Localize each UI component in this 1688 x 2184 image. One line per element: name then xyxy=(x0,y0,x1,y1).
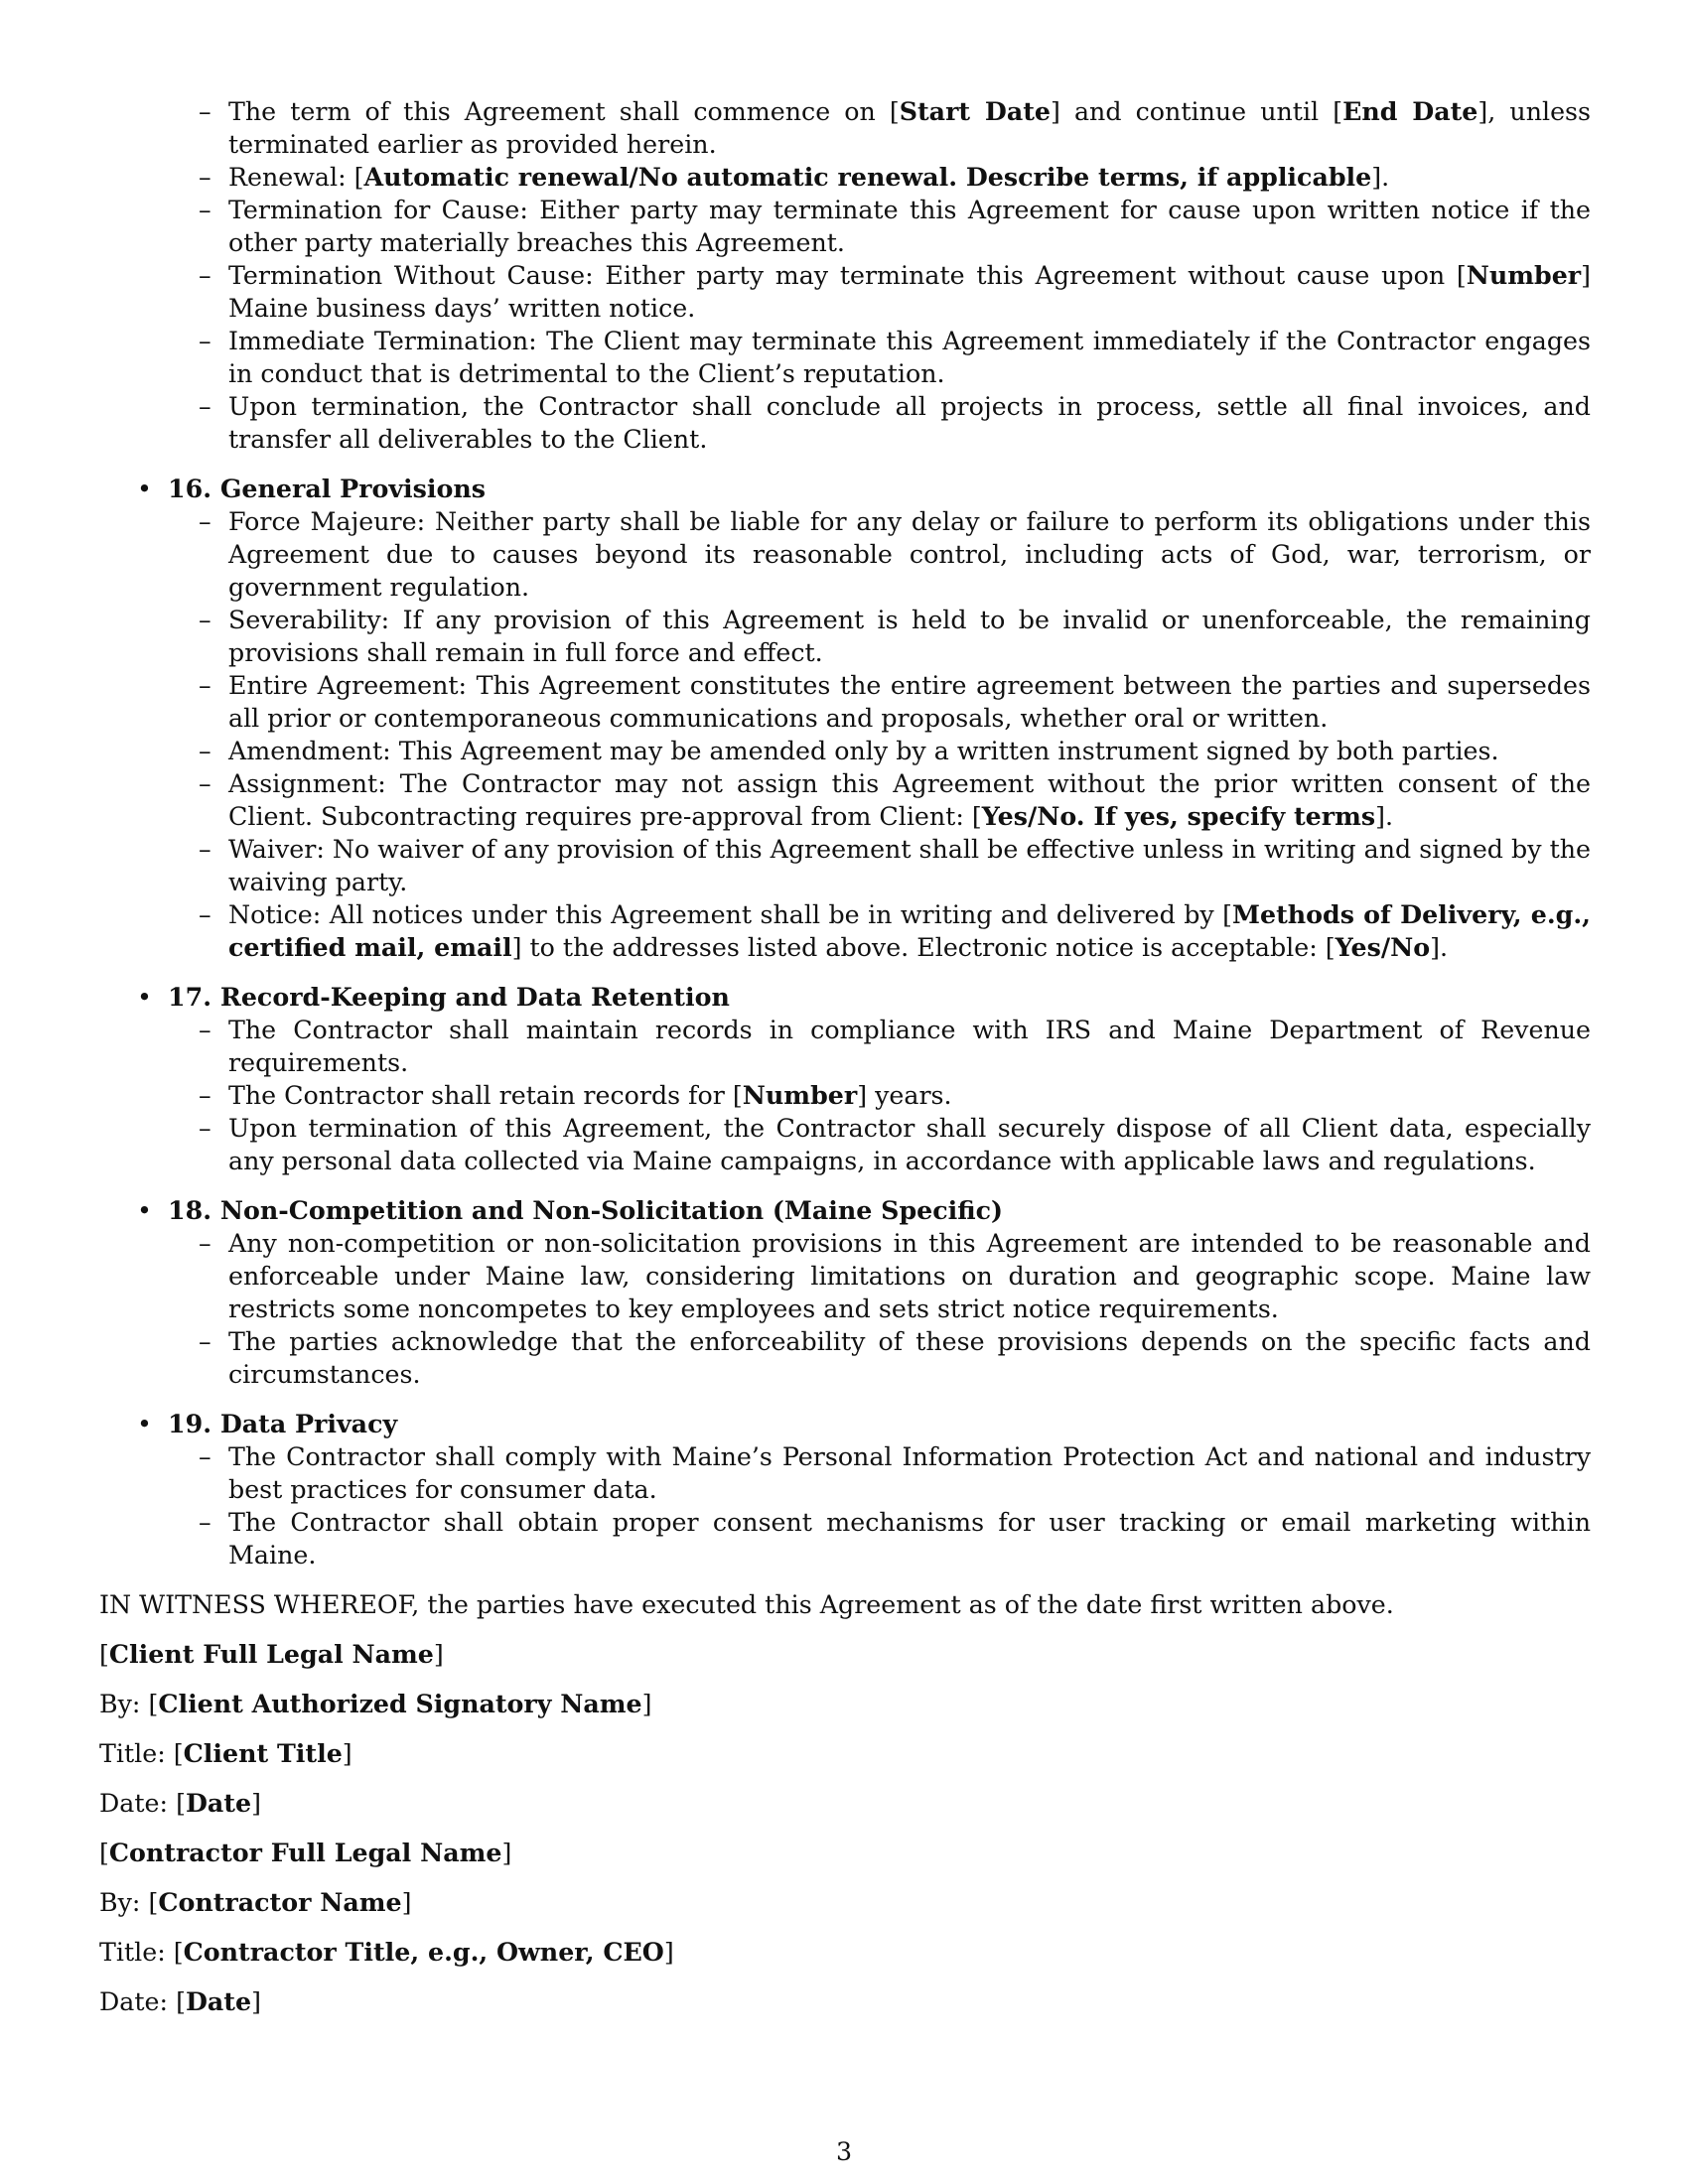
list-item: – Entire Agreement: This Agreement constitutes the entire agreement between the parties and supersedes all prior or contemporaneous communications and proposals, whether oral or written. xyxy=(228,669,1591,735)
client-title-line: Title: [Client Title] xyxy=(99,1738,352,1768)
list-item: – Amendment: This Agreement may be amended only by a written instrument signed by both parties. xyxy=(228,735,1591,767)
contractor-name: [Contractor Full Legal Name] xyxy=(99,1838,512,1867)
client-signatory-line: By: [Client Authorized Signatory Name] xyxy=(99,1689,652,1718)
section-list xyxy=(99,1227,1591,1391)
list-item: – Immediate Termination: The Client may terminate this Agreement immediately if the Contractor engages in conduct that is detrimental to the Client’s reputation. xyxy=(228,325,1591,390)
section-non-competition xyxy=(99,1194,1591,1391)
list-item: – Force Majeure: Neither party shall be liable for any delay or failure to perform its obligations under this Agreement due to causes beyond its reasonable control, including acts of God, war, terrorism, or government regulation. xyxy=(228,505,1591,604)
section-list xyxy=(99,1440,1591,1571)
page-number: 3 xyxy=(835,2137,853,2166)
list-item: – Any non-competition or non-solicitation provisions in this Agreement are intended to be reasonable and enforceable under Maine law, considering limitations on duration and geographic scope. Maine law restricts some noncompetes to key employees and sets strict notice requirements. xyxy=(228,1227,1591,1325)
section-heading: • 17. Record-Keeping and Data Retention xyxy=(99,981,1591,1014)
term-list xyxy=(99,95,1591,456)
list-item: – Assignment: The Contractor may not assign this Agreement without the prior written consent of the Client. Subcontracting requires pre-approval from Client: [Yes/No. If yes, specify terms]. xyxy=(228,767,1591,833)
list-item: – The Contractor shall retain records for [Number] years. xyxy=(228,1079,1591,1112)
list-item: – Severability: If any provision of this Agreement is held to be invalid or unenforceable, the remaining provisions shall remain in full force and effect. xyxy=(228,604,1591,669)
contractor-signatory-line: By: [Contractor Name] xyxy=(99,1887,412,1917)
section-list xyxy=(99,1014,1591,1177)
list-item: – The Contractor shall maintain records in compliance with IRS and Maine Department of Revenue requirements. xyxy=(228,1014,1591,1079)
list-item: – The Contractor shall obtain proper consent mechanisms for user tracking or email marketing within Maine. xyxy=(228,1506,1591,1571)
list-item: – The Contractor shall comply with Maine’s Personal Information Protection Act and national and industry best practices for consumer data. xyxy=(228,1440,1591,1506)
list-item: – The parties acknowledge that the enforceability of these provisions depends on the specific facts and circumstances. xyxy=(228,1325,1591,1391)
list-item: – Upon termination of this Agreement, the Contractor shall securely dispose of all Client data, especially any personal data collected via Maine campaigns, in accordance with applicable laws and regulations. xyxy=(228,1112,1591,1177)
list-item: – Upon termination, the Contractor shall conclude all projects in process, settle all final invoices, and transfer all deliverables to the Client. xyxy=(228,390,1591,456)
section-heading: • 19. Data Privacy xyxy=(99,1408,1591,1440)
section-heading: • 16. General Provisions xyxy=(99,473,1591,505)
section-list xyxy=(99,505,1591,964)
section-record-keeping xyxy=(99,981,1591,1177)
list-item: – Waiver: No waiver of any provision of this Agreement shall be effective unless in writing and signed by the waiving party. xyxy=(228,833,1591,898)
section-data-privacy xyxy=(99,1408,1591,1571)
list-item: – Termination for Cause: Either party may terminate this Agreement for cause upon written notice if the other party materially breaches this Agreement. xyxy=(228,194,1591,259)
client-name: [Client Full Legal Name] xyxy=(99,1639,444,1669)
section-general-provisions xyxy=(99,473,1591,964)
contractor-title-line: Title: [Contractor Title, e.g., Owner, CEO] xyxy=(99,1937,674,1967)
client-date-line: Date: [Date] xyxy=(99,1788,261,1818)
document-page xyxy=(99,95,1591,2018)
contractor-date-line: Date: [Date] xyxy=(99,1986,261,2016)
list-item: – The term of this Agreement shall commence on [Start Date] and continue until [End Date], unless terminated earlier as provided herein. xyxy=(228,95,1591,161)
list-item: – Renewal: [Automatic renewal/No automatic renewal. Describe terms, if applicable]. xyxy=(228,161,1591,194)
list-item: – Termination Without Cause: Either party may terminate this Agreement without cause upon [Number] Maine business days’ written notice. xyxy=(228,259,1591,325)
witness-statement: IN WITNESS WHEREOF, the parties have executed this Agreement as of the date first written above. xyxy=(99,1590,1394,1619)
section-heading: • 18. Non-Competition and Non-Solicitation (Maine Specific) xyxy=(99,1194,1591,1227)
list-item: – Notice: All notices under this Agreement shall be in writing and delivered by [Methods of Delivery, e.g., certified mail, email] to the addresses listed above. Electronic notice is acceptable: [Yes/No]. xyxy=(228,898,1591,964)
